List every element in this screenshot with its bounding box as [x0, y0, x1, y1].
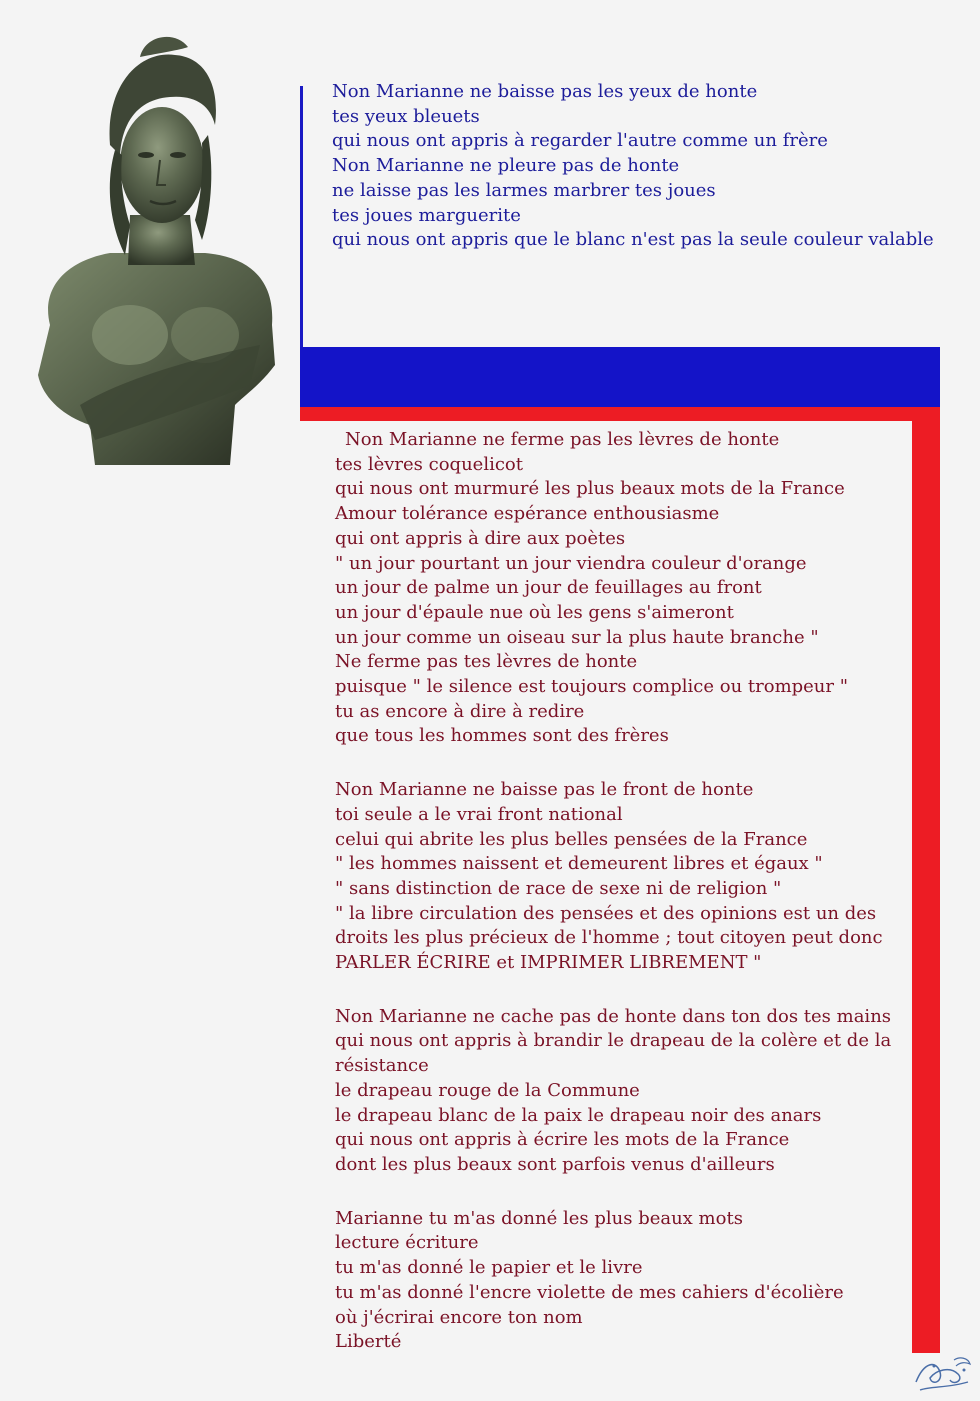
poem-line: toi seule a le vrai front national: [335, 803, 623, 825]
poem-line: tes lèvres coquelicot: [335, 453, 523, 475]
poem-line: " sans distinction de race de sexe ni de religion ": [335, 877, 782, 899]
blue-vertical-rule: [300, 86, 303, 348]
poem-line: tu as encore à dire à redire: [335, 700, 585, 722]
poem-line: qui ont appris à dire aux poètes: [335, 527, 626, 549]
poem-line: Liberté: [335, 1331, 402, 1353]
poem-line: dont les plus beaux sont parfois venus d'ailleurs: [335, 1153, 775, 1175]
poem-line: qui nous ont appris à brandir le drapeau de la colère et de la: [335, 1030, 892, 1052]
poem-line: tu m'as donné l'encre violette de mes cahiers d'écolière: [335, 1281, 844, 1303]
poem-line: lecture écriture: [335, 1232, 479, 1254]
poem-line: PARLER ÉCRIRE et IMPRIMER LIBREMENT ": [335, 952, 762, 974]
poem-line: ne laisse pas les larmes marbrer tes joues: [332, 179, 716, 201]
poem-line: qui nous ont appris à écrire les mots de la France: [335, 1129, 790, 1151]
poem-stanza-5: [335, 1207, 895, 1355]
poem-line: où j'écrirai encore ton nom: [335, 1306, 583, 1328]
poem-line: tes yeux bleuets: [332, 105, 480, 127]
poem-line: Non Marianne ne ferme pas les lèvres de honte: [345, 429, 780, 450]
poem-line: le drapeau rouge de la Commune: [335, 1079, 640, 1101]
poem-line: Amour tolérance espérance enthousiasme: [335, 503, 720, 525]
poem-line: " les hommes naissent et demeurent libres et égaux ": [335, 853, 823, 875]
poem-line: que tous les hommes sont des frères: [335, 725, 669, 747]
poem-line: Non Marianne ne cache pas de honte dans ton dos tes mains: [335, 1005, 892, 1027]
poem-stanza-4: [335, 1005, 895, 1178]
poem-line: qui nous ont appris à regarder l'autre comme un frère: [332, 130, 828, 152]
poem-stanza-2: [335, 428, 895, 749]
poem-stanza-1: [332, 80, 932, 253]
poem-body: [335, 428, 895, 1384]
red-flag-top-band: [300, 407, 940, 421]
poem-line: le drapeau blanc de la paix le drapeau noir des anars: [335, 1104, 822, 1126]
poem-line: tes joues marguerite: [332, 204, 521, 226]
poem-line: Non Marianne ne baisse pas les yeux de honte: [332, 81, 758, 102]
marianne-bust-image: [10, 25, 300, 495]
blue-flag-band: [300, 347, 940, 407]
red-flag-side-band: [912, 407, 940, 1353]
poem-line: Non Marianne ne baisse pas le front de honte: [335, 779, 754, 801]
poem-line: un jour comme un oiseau sur la plus haute branche ": [335, 626, 819, 648]
signature-mark-icon: [910, 1352, 976, 1396]
poem-line: résistance: [335, 1055, 429, 1077]
poem-line: " la libre circulation des pensées et des opinions est un des: [335, 902, 877, 924]
poem-line: qui nous ont murmuré les plus beaux mots de la France: [335, 478, 845, 500]
poem-line: un jour de palme un jour de feuillages au front: [335, 577, 762, 599]
poem-line: un jour d'épaule nue où les gens s'aimeront: [335, 601, 734, 623]
poem-line: Ne ferme pas tes lèvres de honte: [335, 651, 638, 673]
poem-line: " un jour pourtant un jour viendra couleur d'orange: [335, 552, 807, 574]
poem-line: tu m'as donné le papier et le livre: [335, 1257, 643, 1279]
poem-line: puisque " le silence est toujours complice ou trompeur ": [335, 676, 849, 698]
poem-line: droits les plus précieux de l'homme ; tout citoyen peut donc: [335, 927, 883, 949]
poem-line: celui qui abrite les plus belles pensées de la France: [335, 828, 808, 850]
poem-line: Marianne tu m'as donné les plus beaux mots: [335, 1207, 743, 1229]
poem-line: Non Marianne ne pleure pas de honte: [332, 155, 680, 177]
poem-stanza-3: [335, 778, 895, 976]
poem-line: qui nous ont appris que le blanc n'est pas la seule couleur valable: [332, 229, 934, 251]
